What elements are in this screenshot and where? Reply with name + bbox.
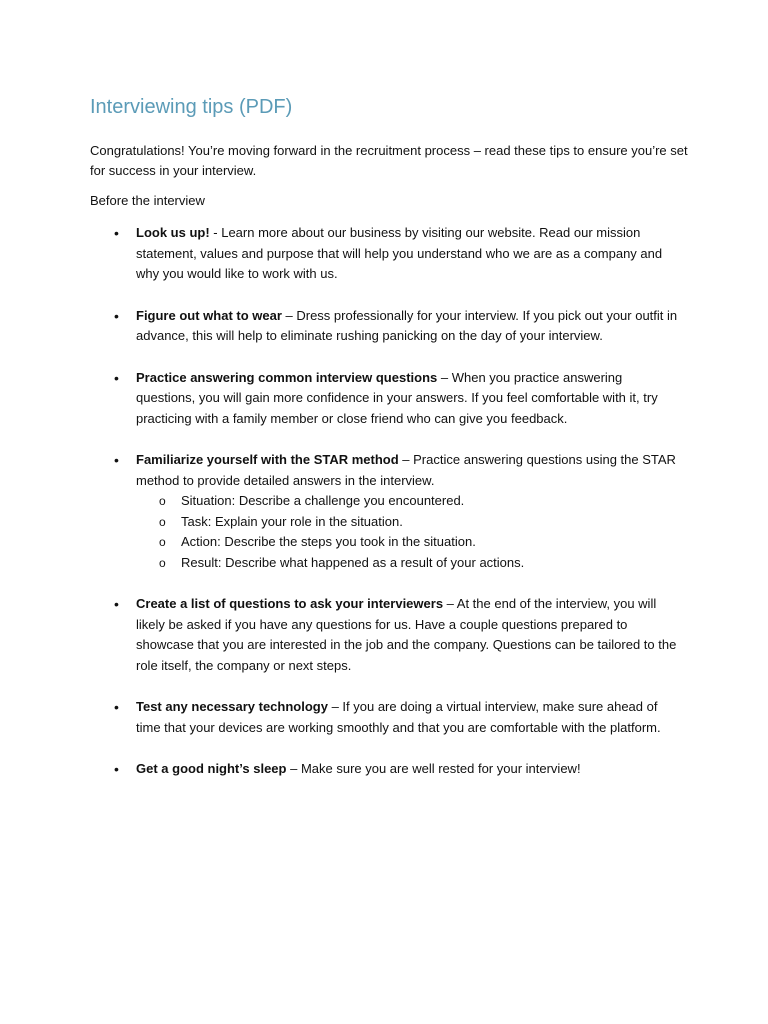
tip-item	[136, 306, 681, 347]
intro-paragraph: Congratulations! You’re moving forward in the recruitment process – read these tips to ensure you’re set for success in your interview.	[90, 143, 688, 178]
tip-item	[136, 697, 681, 738]
subtip-item: o Action: Describe the steps you took in the situation.	[181, 532, 681, 553]
subtip-item: o Result: Describe what happened as a result of your actions.	[181, 553, 681, 574]
tip-title: Look us up!	[136, 225, 210, 240]
tip-title: Test any necessary technology	[136, 699, 328, 714]
tip-item	[136, 594, 681, 676]
tips-list	[136, 223, 681, 801]
tip-text: – Make sure you are well rested for your interview!	[286, 761, 581, 776]
star-method-sublist	[136, 491, 681, 573]
tip-title: Practice answering common interview questions	[136, 369, 438, 385]
tip-title: Figure out what to wear	[136, 307, 282, 323]
tip-text: – At the end of the interview, you will likely be asked if you have any questions for us. Have a couple questions prepared to showcase that you are interested in the job and the company. Questions can be tailored to the role itself, the company or next steps.	[136, 596, 677, 673]
subtip-item: o Task: Explain your role in the situation.	[181, 512, 681, 533]
tip-title: Familiarize yourself with the STAR method	[136, 452, 399, 467]
tip-text: – Dress professionally for your interview. If you pick out your outfit in advance, this will help to eliminate rushing panicking on the day of your interview.	[136, 307, 678, 343]
tip-item	[136, 368, 681, 430]
tip-text: – Practice answering questions using the STAR method to provide detailed answers in the interview.	[136, 452, 676, 488]
tip-title: Create a list of questions to ask your interviewers	[136, 596, 444, 611]
subtip-item: o Situation: Describe a challenge you encountered.	[181, 491, 681, 512]
tip-item	[136, 223, 681, 285]
tip-text: – If you are doing a virtual interview, make sure ahead of time that your devices are working smoothly and that you are comfortable with the platform.	[136, 699, 661, 735]
document-title: Interviewing tips (PDF)	[90, 96, 293, 118]
tip-item	[136, 450, 681, 573]
section-heading: Before the interview	[90, 193, 205, 208]
tip-title: Get a good night’s sleep	[136, 761, 287, 776]
tip-text: - Learn more about our business by visiting our website. Read our mission statement, values and purpose that will help you understand who we are as a company and why you would like to work with us.	[136, 225, 663, 281]
tip-text: – When you practice answering questions, you will gain more confidence in your answers. If you feel comfortable with it, try practicing with a family member or close friend who can give you feedback.	[136, 369, 658, 426]
tip-item	[136, 759, 681, 780]
